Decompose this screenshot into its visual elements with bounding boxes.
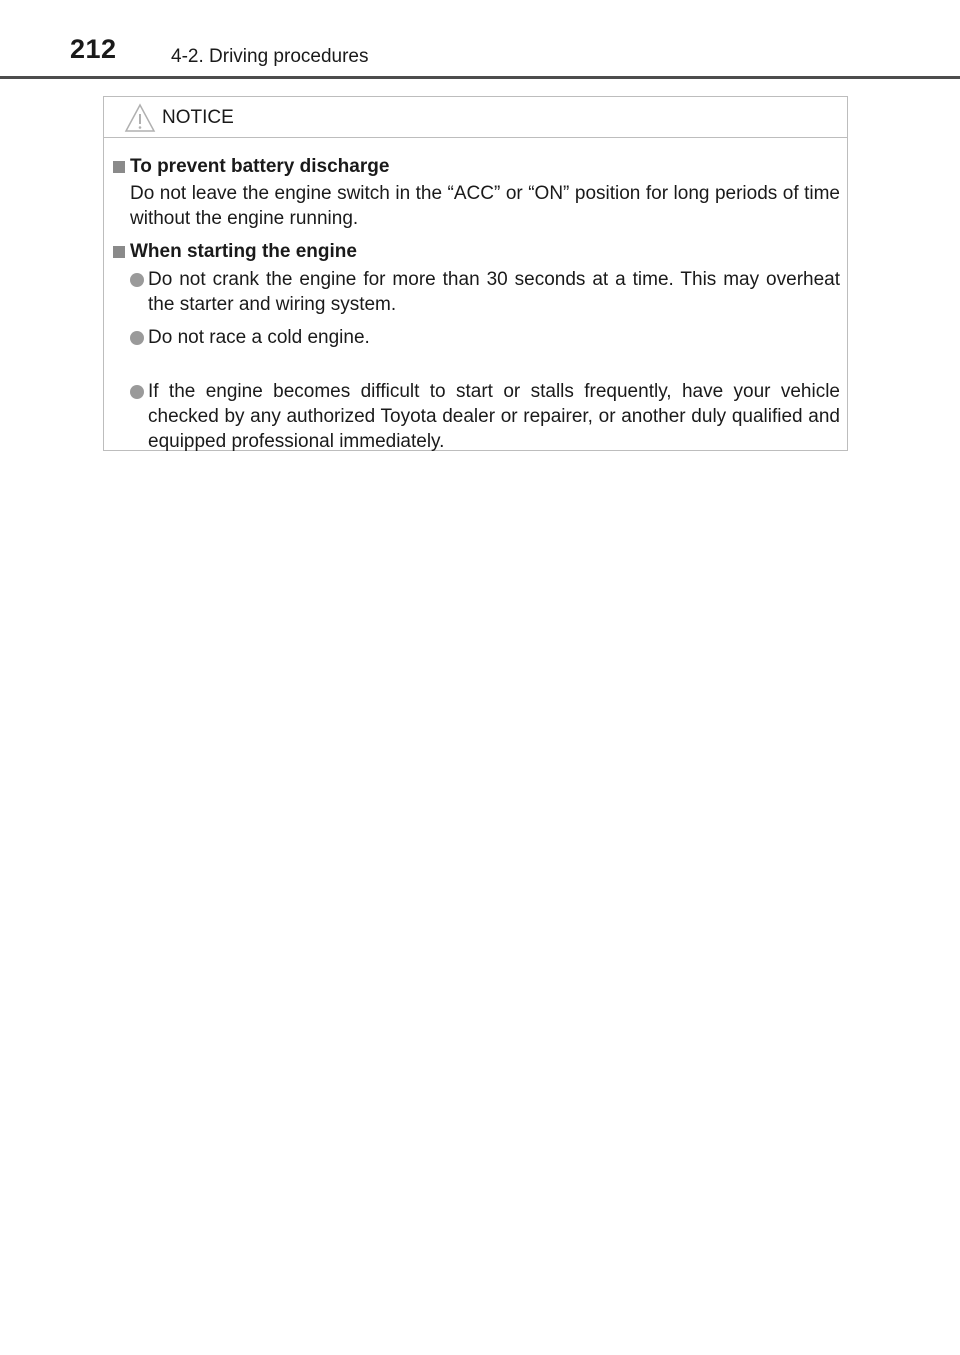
section-heading-battery xyxy=(113,156,389,178)
bullet-difficult-start: If the engine becomes difficult to start or stalls frequently, have your vehicle checked by any authorized Toyota dealer or repairer, or another duly qualified and equipped professional immediately. xyxy=(148,381,840,452)
heading-text: To prevent battery discharge xyxy=(130,156,390,177)
heading-square-icon xyxy=(113,161,125,173)
section-heading-starting xyxy=(113,241,357,263)
section-title: 4-2. Driving procedures xyxy=(171,46,369,67)
header-rule xyxy=(0,76,960,79)
warning-triangle-icon xyxy=(124,103,156,133)
heading-square-icon xyxy=(113,246,125,258)
page-number: 212 xyxy=(70,34,117,64)
bullet-crank: Do not crank the engine for more than 30 seconds at a time. This may overheat the starter and wiring system. xyxy=(148,269,840,315)
heading-text: When starting the engine xyxy=(130,241,357,262)
notice-box xyxy=(103,96,848,451)
bullet-dot-icon xyxy=(130,331,144,345)
notice-header xyxy=(104,97,847,138)
notice-title: NOTICE xyxy=(162,107,234,128)
battery-paragraph: Do not leave the engine switch in the “ACC” or “ON” position for long periods of time without the engine running. xyxy=(130,183,840,229)
bullet-dot-icon xyxy=(130,273,144,287)
bullet-cold-engine: Do not race a cold engine. xyxy=(148,327,370,348)
bullet-dot-icon xyxy=(130,385,144,399)
